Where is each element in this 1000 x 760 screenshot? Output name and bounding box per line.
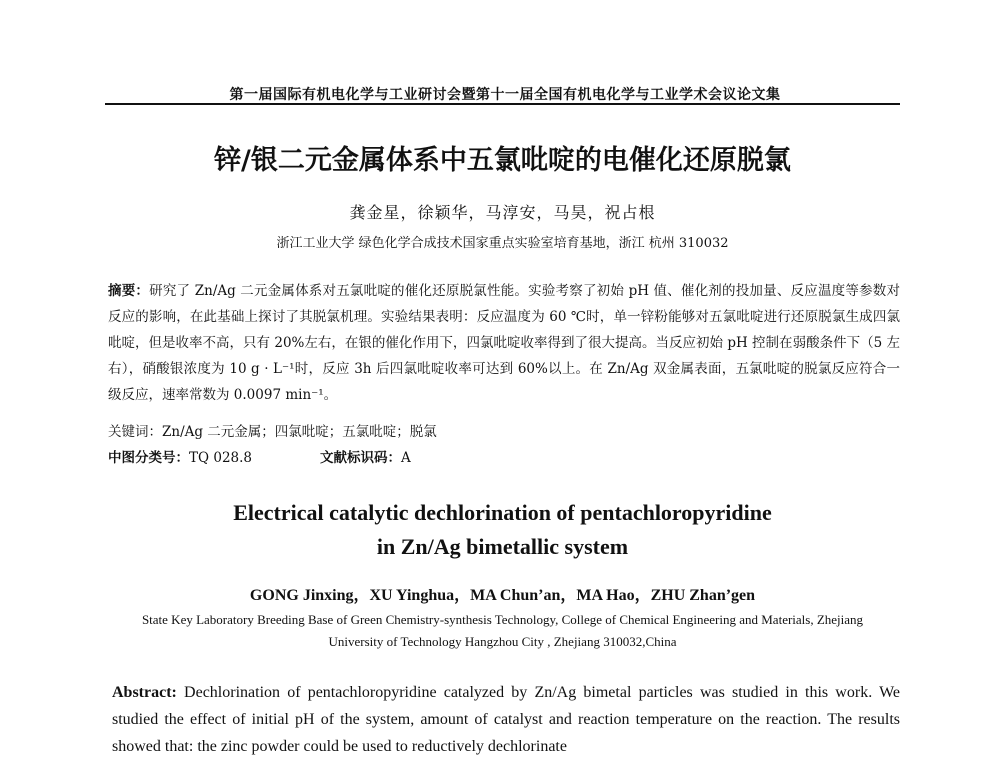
document-code xyxy=(320,446,411,466)
chinese-affiliation: 浙江工业大学 绿色化学合成技术国家重点实验室培育基地，浙江 杭州 310032 xyxy=(276,236,729,251)
class-number-value: TQ 028.8 xyxy=(189,450,253,466)
english-title-line-2: in Zn/Ag bimetallic system xyxy=(376,534,629,559)
english-abstract-text: Dechlorination of pentachloropyridine catalyzed by Zn/Ag bimetal particles was studied in this work. We studied the effect of initial pH of the system, amount of catalyst and reaction temperature on the reaction. The results showed that: the zinc powder could be used to reductively dechlorinate xyxy=(112,684,900,755)
document-code-label: 文献标识码： xyxy=(320,450,401,466)
chinese-abstract-label: 摘要： xyxy=(108,283,150,299)
chinese-authors: 龚金星，徐颖华，马淳安，马昊，祝占根 xyxy=(349,203,656,222)
english-title xyxy=(105,496,900,564)
document-code-value: A xyxy=(401,450,411,466)
english-affiliation: State Key Laboratory Breeding Base of Green Chemistry-synthesis Technology, College of Chemical Engineering and Materials, Zhejiang University of Technology Hangzhou City , Zhejiang 310032,China xyxy=(141,612,864,649)
classification-line xyxy=(108,446,900,466)
english-authors: GONG Jinxing，XU Yinghua，MA Chun’an，MA Hao，ZHU Zhan’gen xyxy=(249,587,756,604)
class-number-label: 中图分类号： xyxy=(108,450,189,466)
chinese-abstract xyxy=(108,278,900,408)
english-abstract-label: Abstract: xyxy=(112,684,177,701)
chinese-keywords xyxy=(108,420,900,440)
chinese-title: 锌/银二元金属体系中五氯吡啶的电催化还原脱氯 xyxy=(214,145,791,176)
header-rule xyxy=(105,103,900,105)
english-title-line-1: Electrical catalytic dechlorination of pentachloropyridine xyxy=(233,500,772,525)
english-abstract xyxy=(112,679,900,760)
running-header: 第一届国际有机电化学与工业研讨会暨第十一届全国有机电化学与工业学术会议论文集 xyxy=(229,87,781,103)
chinese-abstract-text: 研究了 Zn/Ag 二元金属体系对五氯吡啶的催化还原脱氯性能。实验考察了初始 pH 值、催化剂的投加量、反应温度等参数对反应的影响，在此基础上探讨了其脱氯机理。实验结果表明：反应温度为 60 ℃时，单一锌粉能够对五氯吡啶进行还原脱氯生成四氯吡啶，但是收率不高，只有 20%左右，在银的催化作用下，四氯吡啶收率得到了很大提高。当反应初始 pH 控制在弱酸条件下（5 左右），硝酸银浓度为 10 g · L⁻¹时，反应 3h 后四氯吡啶收率可达到 60%以上。在 Zn/Ag 双金属表面，五氯吡啶的脱氯反应符合一级反应，速率常数为 0.0097 min⁻¹。 xyxy=(108,283,901,403)
chinese-keywords-label: 关键词： xyxy=(108,424,162,440)
chinese-keywords-text: Zn/Ag 二元金属；四氯吡啶；五氯吡啶；脱氯 xyxy=(162,424,437,440)
